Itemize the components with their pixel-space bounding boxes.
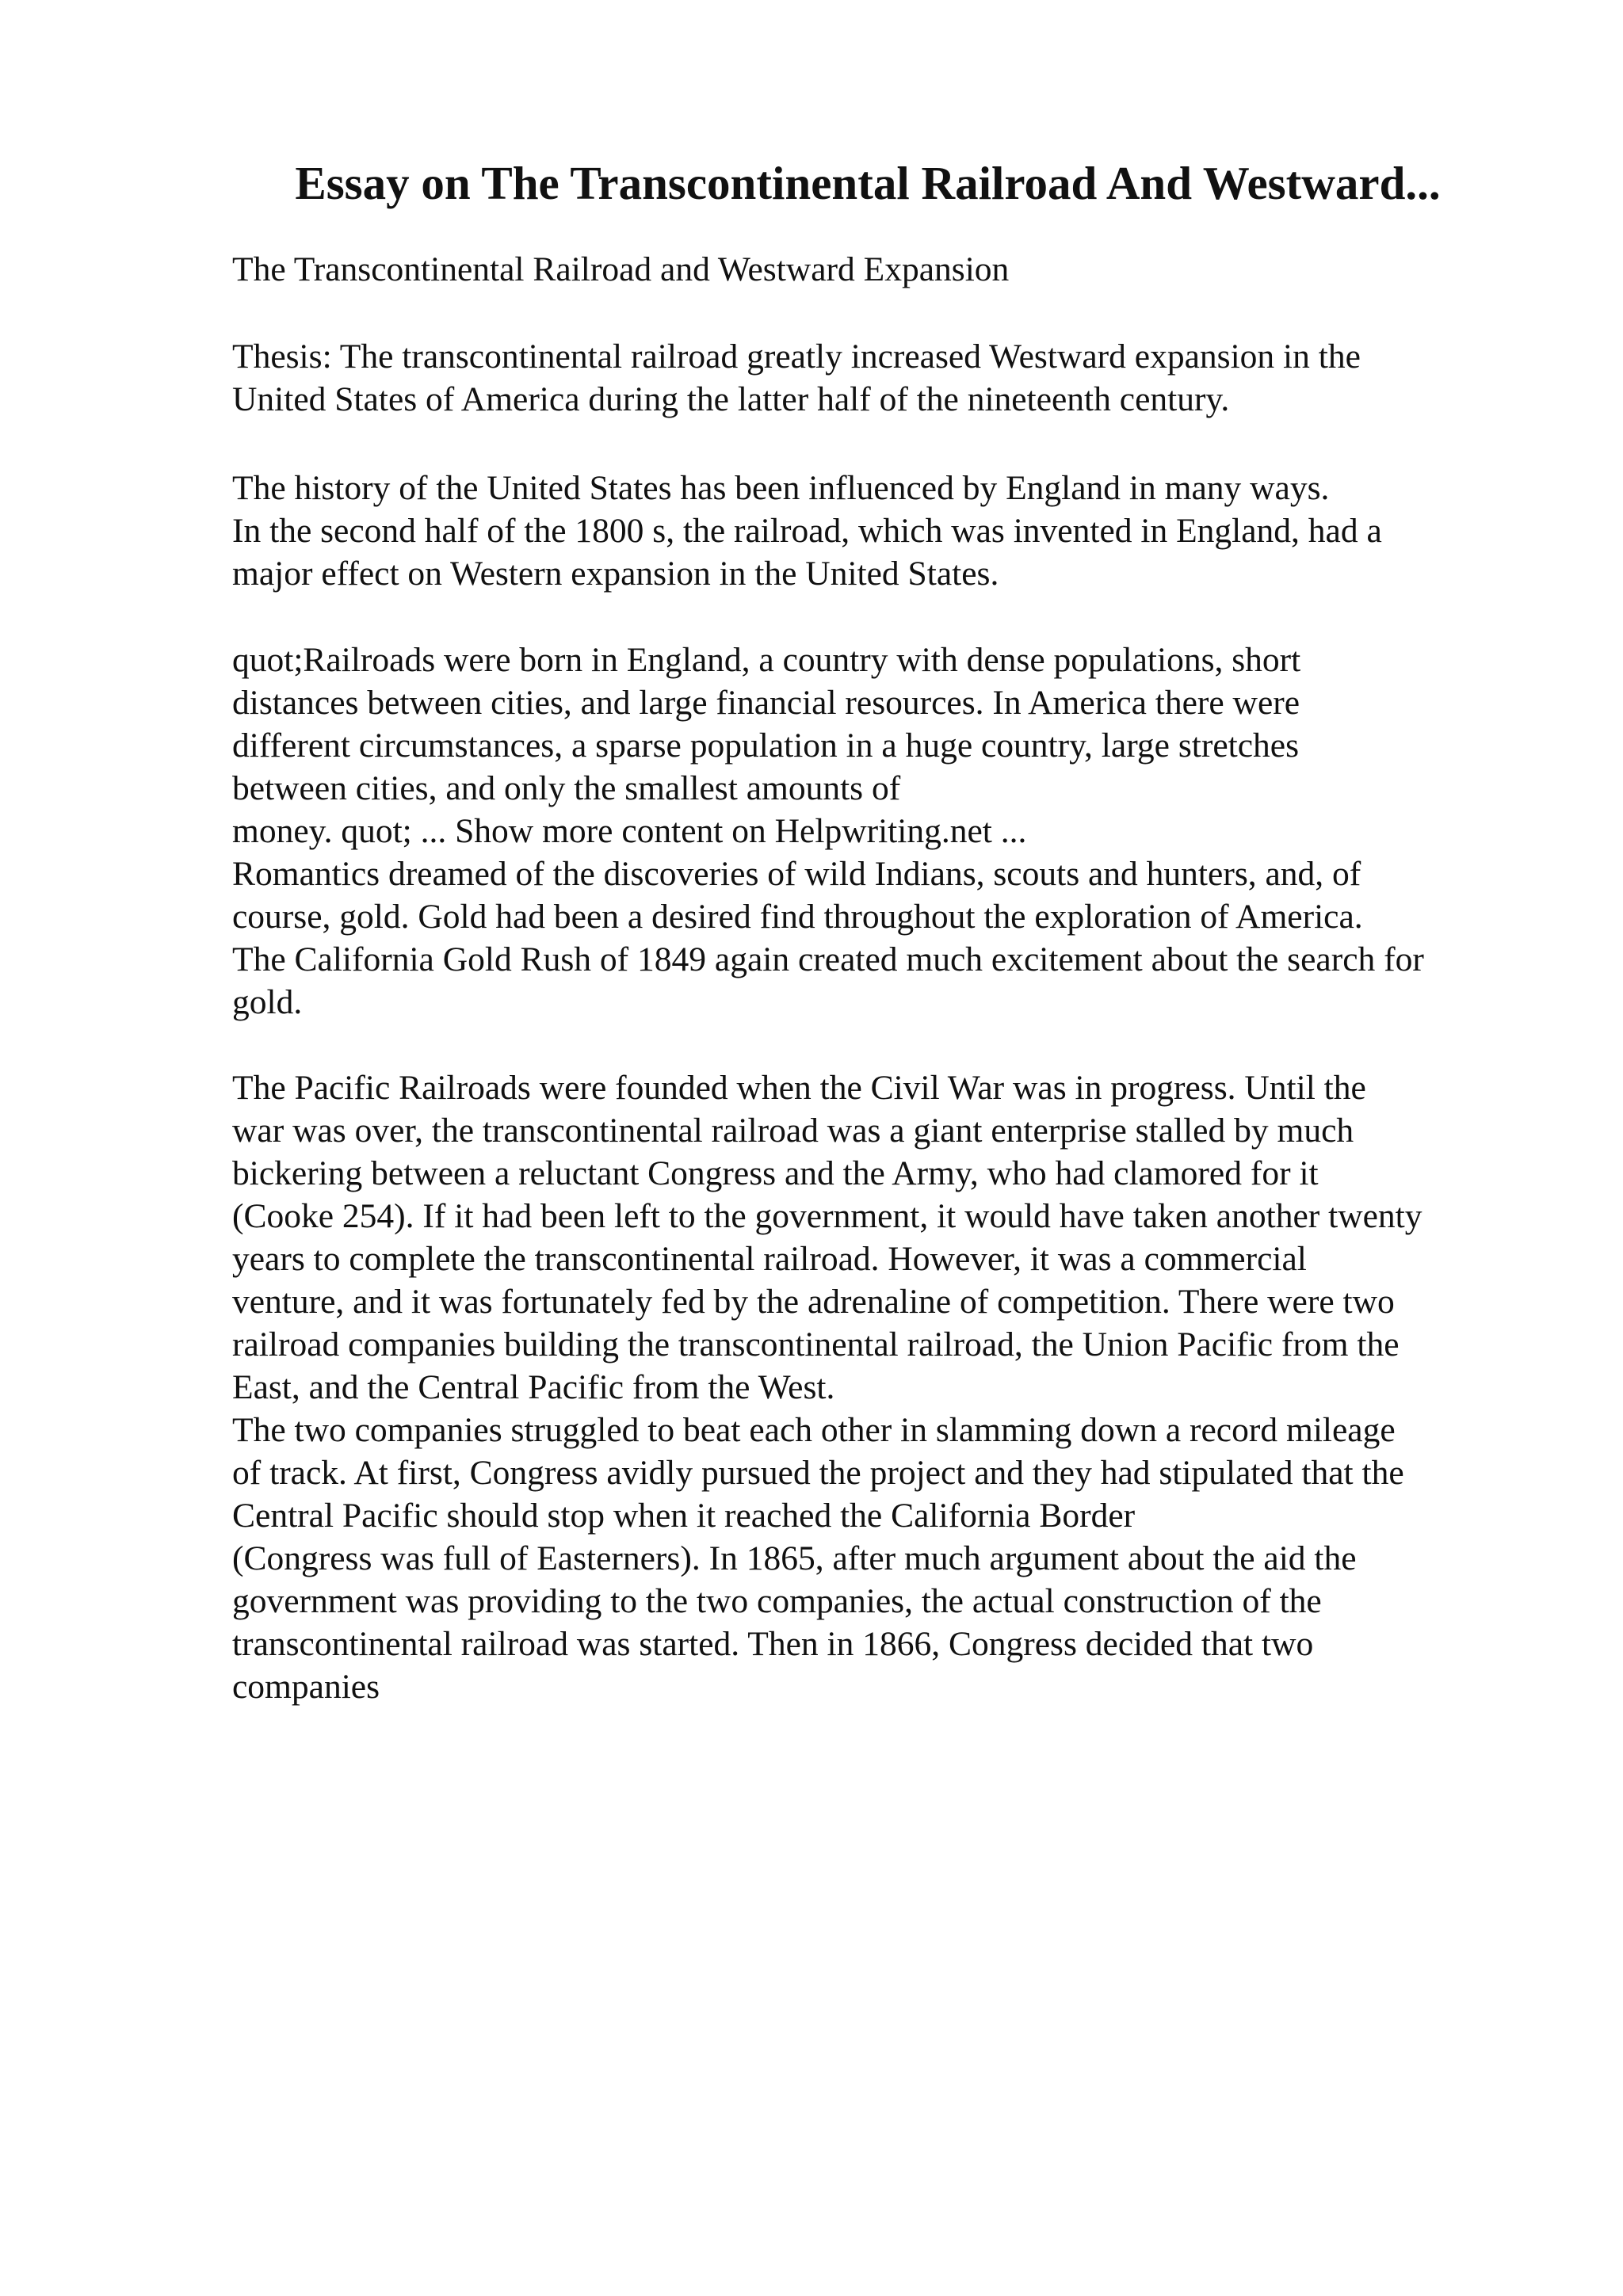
paragraph-line: years to complete the transcontinental railroad. However, it was a commercial [232,1240,1307,1278]
document-title: Essay on The Transcontinental Railroad And Westward... [295,157,1441,209]
paragraph-line: gold. [232,983,303,1021]
thesis-line: United States of America during the latter half of the nineteenth century. [232,380,1230,418]
show-more-line: money. quot; ... Show more content on Helpwriting.net ... [232,812,1027,850]
paragraph-line: Central Pacific should stop when it reached the California Border [232,1497,1136,1535]
paragraph-line: The Pacific Railroads were founded when the Civil War was in progress. Until the [232,1069,1366,1107]
paragraph-line: The two companies struggled to beat each other in slamming down a record mileage [232,1411,1396,1449]
paragraph-line: railroad companies building the transcontinental railroad, the Union Pacific from the [232,1325,1400,1363]
paragraph-line: distances between cities, and large financial resources. In America there were [232,684,1300,722]
paragraph-line: East, and the Central Pacific from the West. [232,1368,835,1406]
paragraph-line: major effect on Western expansion in the United States. [232,555,999,593]
paragraph-line: government was providing to the two companies, the actual construction of the [232,1582,1322,1620]
paragraph-line: bickering between a reluctant Congress and the Army, who had clamored for it [232,1154,1319,1192]
paragraph-line: The history of the United States has been influenced by England in many ways. [232,469,1330,507]
paragraph-line: of track. At first, Congress avidly pursued the project and they had stipulated that the [232,1454,1404,1492]
paragraph-line: In the second half of the 1800 s, the railroad, which was invented in England, had a [232,512,1382,550]
paragraph-line: companies [232,1668,380,1706]
subtitle-line: The Transcontinental Railroad and Westward Expansion [232,250,1010,288]
paragraph-line: The California Gold Rush of 1849 again created much excitement about the search for [232,940,1424,978]
paragraph-line: venture, and it was fortunately fed by the adrenaline of competition. There were two [232,1283,1395,1321]
paragraph-line: transcontinental railroad was started. Then in 1866, Congress decided that two [232,1625,1314,1663]
paragraph-line: Romantics dreamed of the discoveries of wild Indians, scouts and hunters, and, of [232,855,1361,893]
paragraph-line: course, gold. Gold had been a desired find throughout the exploration of America. [232,898,1363,936]
thesis-line: Thesis: The transcontinental railroad greatly increased Westward expansion in the [232,338,1361,376]
paragraph-line: (Congress was full of Easterners). In 1865, after much argument about the aid the [232,1539,1357,1577]
paragraph-line: war was over, the transcontinental railroad was a giant enterprise stalled by much [232,1112,1354,1150]
paragraph-line: different circumstances, a sparse population in a huge country, large stretches [232,727,1300,765]
paragraph-line: (Cooke 254). If it had been left to the government, it would have taken another twenty [232,1197,1423,1235]
paragraph-line: quot;Railroads were born in England, a country with dense populations, short [232,641,1301,679]
paragraph-line: between cities, and only the smallest amounts of [232,769,901,807]
